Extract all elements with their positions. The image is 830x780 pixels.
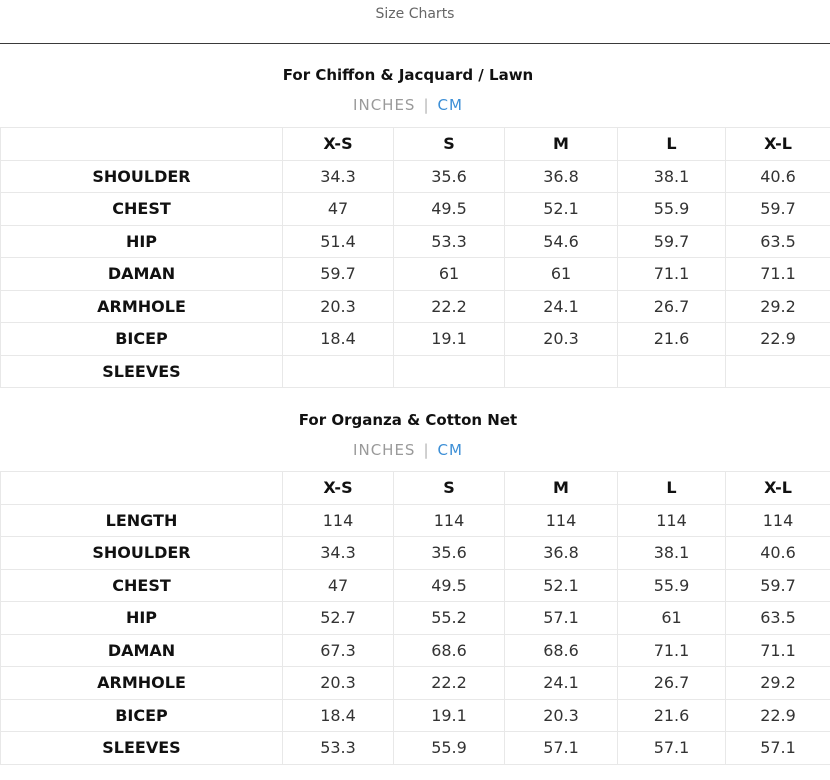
table-row: [1, 634, 830, 667]
measurement-value: 54.6: [505, 225, 618, 258]
measurement-value: [505, 355, 618, 388]
empty-header-cell: [1, 128, 283, 161]
measurement-value: [618, 355, 726, 388]
measurement-value: 57.1: [726, 732, 830, 765]
unit-separator: |: [423, 441, 430, 459]
section-title-chiffon: For Chiffon & Jacquard / Lawn: [282, 66, 534, 84]
measurement-value: 21.6: [618, 699, 726, 732]
measurement-label: SLEEVES: [1, 355, 283, 388]
measurement-value: 20.3: [505, 323, 618, 356]
size-header: X-S: [283, 128, 394, 161]
measurement-value: 49.5: [394, 193, 505, 226]
measurement-value: 18.4: [283, 699, 394, 732]
measurement-value: 114: [283, 504, 394, 537]
measurement-value: 55.9: [394, 732, 505, 765]
unit-cm-option[interactable]: CM: [437, 441, 463, 459]
measurement-value: 29.2: [726, 667, 830, 700]
measurement-label: DAMAN: [1, 634, 283, 667]
measurement-value: 24.1: [505, 667, 618, 700]
table-header-row: [1, 472, 830, 505]
measurement-value: 40.6: [726, 537, 830, 570]
table-row: [1, 602, 830, 635]
measurement-label: HIP: [1, 602, 283, 635]
measurement-value: 22.2: [394, 290, 505, 323]
measurement-value: 114: [394, 504, 505, 537]
empty-header-cell: [1, 472, 283, 505]
measurement-label: ARMHOLE: [1, 667, 283, 700]
measurement-value: 114: [618, 504, 726, 537]
size-header: M: [505, 472, 618, 505]
measurement-value: 22.2: [394, 667, 505, 700]
measurement-label: SLEEVES: [1, 732, 283, 765]
measurement-value: 34.3: [283, 160, 394, 193]
measurement-value: 19.1: [394, 699, 505, 732]
measurement-value: 21.6: [618, 323, 726, 356]
measurement-value: 53.3: [283, 732, 394, 765]
measurement-value: 71.1: [618, 634, 726, 667]
measurement-value: 38.1: [618, 160, 726, 193]
measurement-value: 34.3: [283, 537, 394, 570]
measurement-value: 22.9: [726, 323, 830, 356]
measurement-value: 47: [283, 193, 394, 226]
measurement-value: 40.6: [726, 160, 830, 193]
measurement-label: BICEP: [1, 323, 283, 356]
unit-toggle-chiffon: [0, 96, 816, 114]
measurement-label: LENGTH: [1, 504, 283, 537]
table-row: [1, 732, 830, 765]
measurement-label: CHEST: [1, 193, 283, 226]
measurement-value: 114: [505, 504, 618, 537]
measurement-value: 55.9: [618, 193, 726, 226]
measurement-label: CHEST: [1, 569, 283, 602]
measurement-value: 68.6: [394, 634, 505, 667]
measurement-label: HIP: [1, 225, 283, 258]
unit-toggle-organza: [0, 441, 816, 459]
measurement-value: 26.7: [618, 290, 726, 323]
table-row: [1, 699, 830, 732]
measurement-value: 57.1: [505, 732, 618, 765]
table-row: [1, 258, 830, 291]
measurement-label: SHOULDER: [1, 537, 283, 570]
table-row: [1, 667, 830, 700]
unit-cm-option[interactable]: CM: [437, 96, 463, 114]
measurement-value: 57.1: [618, 732, 726, 765]
measurement-value: 29.2: [726, 290, 830, 323]
measurement-value: 52.7: [283, 602, 394, 635]
measurement-value: 67.3: [283, 634, 394, 667]
section-title-organza: For Organza & Cotton Net: [298, 411, 518, 429]
measurement-value: 49.5: [394, 569, 505, 602]
measurement-value: [726, 355, 830, 388]
size-header: M: [505, 128, 618, 161]
measurement-value: 20.3: [283, 290, 394, 323]
measurement-value: 63.5: [726, 602, 830, 635]
measurement-value: 18.4: [283, 323, 394, 356]
measurement-value: 51.4: [283, 225, 394, 258]
table-row: [1, 225, 830, 258]
measurement-value: 20.3: [505, 699, 618, 732]
table-row: [1, 323, 830, 356]
measurement-value: 53.3: [394, 225, 505, 258]
table-row: [1, 504, 830, 537]
measurement-value: 59.7: [726, 569, 830, 602]
unit-separator: |: [423, 96, 430, 114]
size-header: X-L: [726, 472, 830, 505]
size-header: X-S: [283, 472, 394, 505]
measurement-label: DAMAN: [1, 258, 283, 291]
size-header: L: [618, 128, 726, 161]
measurement-value: 59.7: [726, 193, 830, 226]
size-table-organza: [0, 471, 830, 765]
measurement-value: 114: [726, 504, 830, 537]
measurement-value: 71.1: [618, 258, 726, 291]
measurement-label: ARMHOLE: [1, 290, 283, 323]
measurement-value: 36.8: [505, 537, 618, 570]
measurement-value: 71.1: [726, 258, 830, 291]
size-header: X-L: [726, 128, 830, 161]
measurement-value: 61: [394, 258, 505, 291]
page-title: Size Charts: [375, 6, 455, 22]
unit-inches-option[interactable]: INCHES: [353, 441, 416, 459]
table-row: [1, 290, 830, 323]
measurement-value: [394, 355, 505, 388]
measurement-value: 61: [505, 258, 618, 291]
measurement-value: 68.6: [505, 634, 618, 667]
size-header: L: [618, 472, 726, 505]
measurement-value: 71.1: [726, 634, 830, 667]
size-table-chiffon: [0, 127, 830, 388]
measurement-value: 55.9: [618, 569, 726, 602]
size-header: S: [394, 472, 505, 505]
measurement-value: 19.1: [394, 323, 505, 356]
table-row: [1, 193, 830, 226]
measurement-value: 55.2: [394, 602, 505, 635]
measurement-value: 59.7: [283, 258, 394, 291]
measurement-value: 24.1: [505, 290, 618, 323]
measurement-value: 36.8: [505, 160, 618, 193]
measurement-value: 59.7: [618, 225, 726, 258]
table-header-row: [1, 128, 830, 161]
measurement-label: BICEP: [1, 699, 283, 732]
unit-inches-option[interactable]: INCHES: [353, 96, 416, 114]
measurement-value: 35.6: [394, 537, 505, 570]
measurement-label: SHOULDER: [1, 160, 283, 193]
table-row: [1, 569, 830, 602]
measurement-value: 61: [618, 602, 726, 635]
measurement-value: 57.1: [505, 602, 618, 635]
size-header: S: [394, 128, 505, 161]
page-header: [0, 0, 830, 44]
table-row: [1, 160, 830, 193]
measurement-value: 52.1: [505, 569, 618, 602]
measurement-value: 52.1: [505, 193, 618, 226]
measurement-value: 47: [283, 569, 394, 602]
measurement-value: 22.9: [726, 699, 830, 732]
measurement-value: [283, 355, 394, 388]
measurement-value: 26.7: [618, 667, 726, 700]
measurement-value: 35.6: [394, 160, 505, 193]
measurement-value: 38.1: [618, 537, 726, 570]
measurement-value: 20.3: [283, 667, 394, 700]
table-row: [1, 537, 830, 570]
table-row: [1, 355, 830, 388]
measurement-value: 63.5: [726, 225, 830, 258]
